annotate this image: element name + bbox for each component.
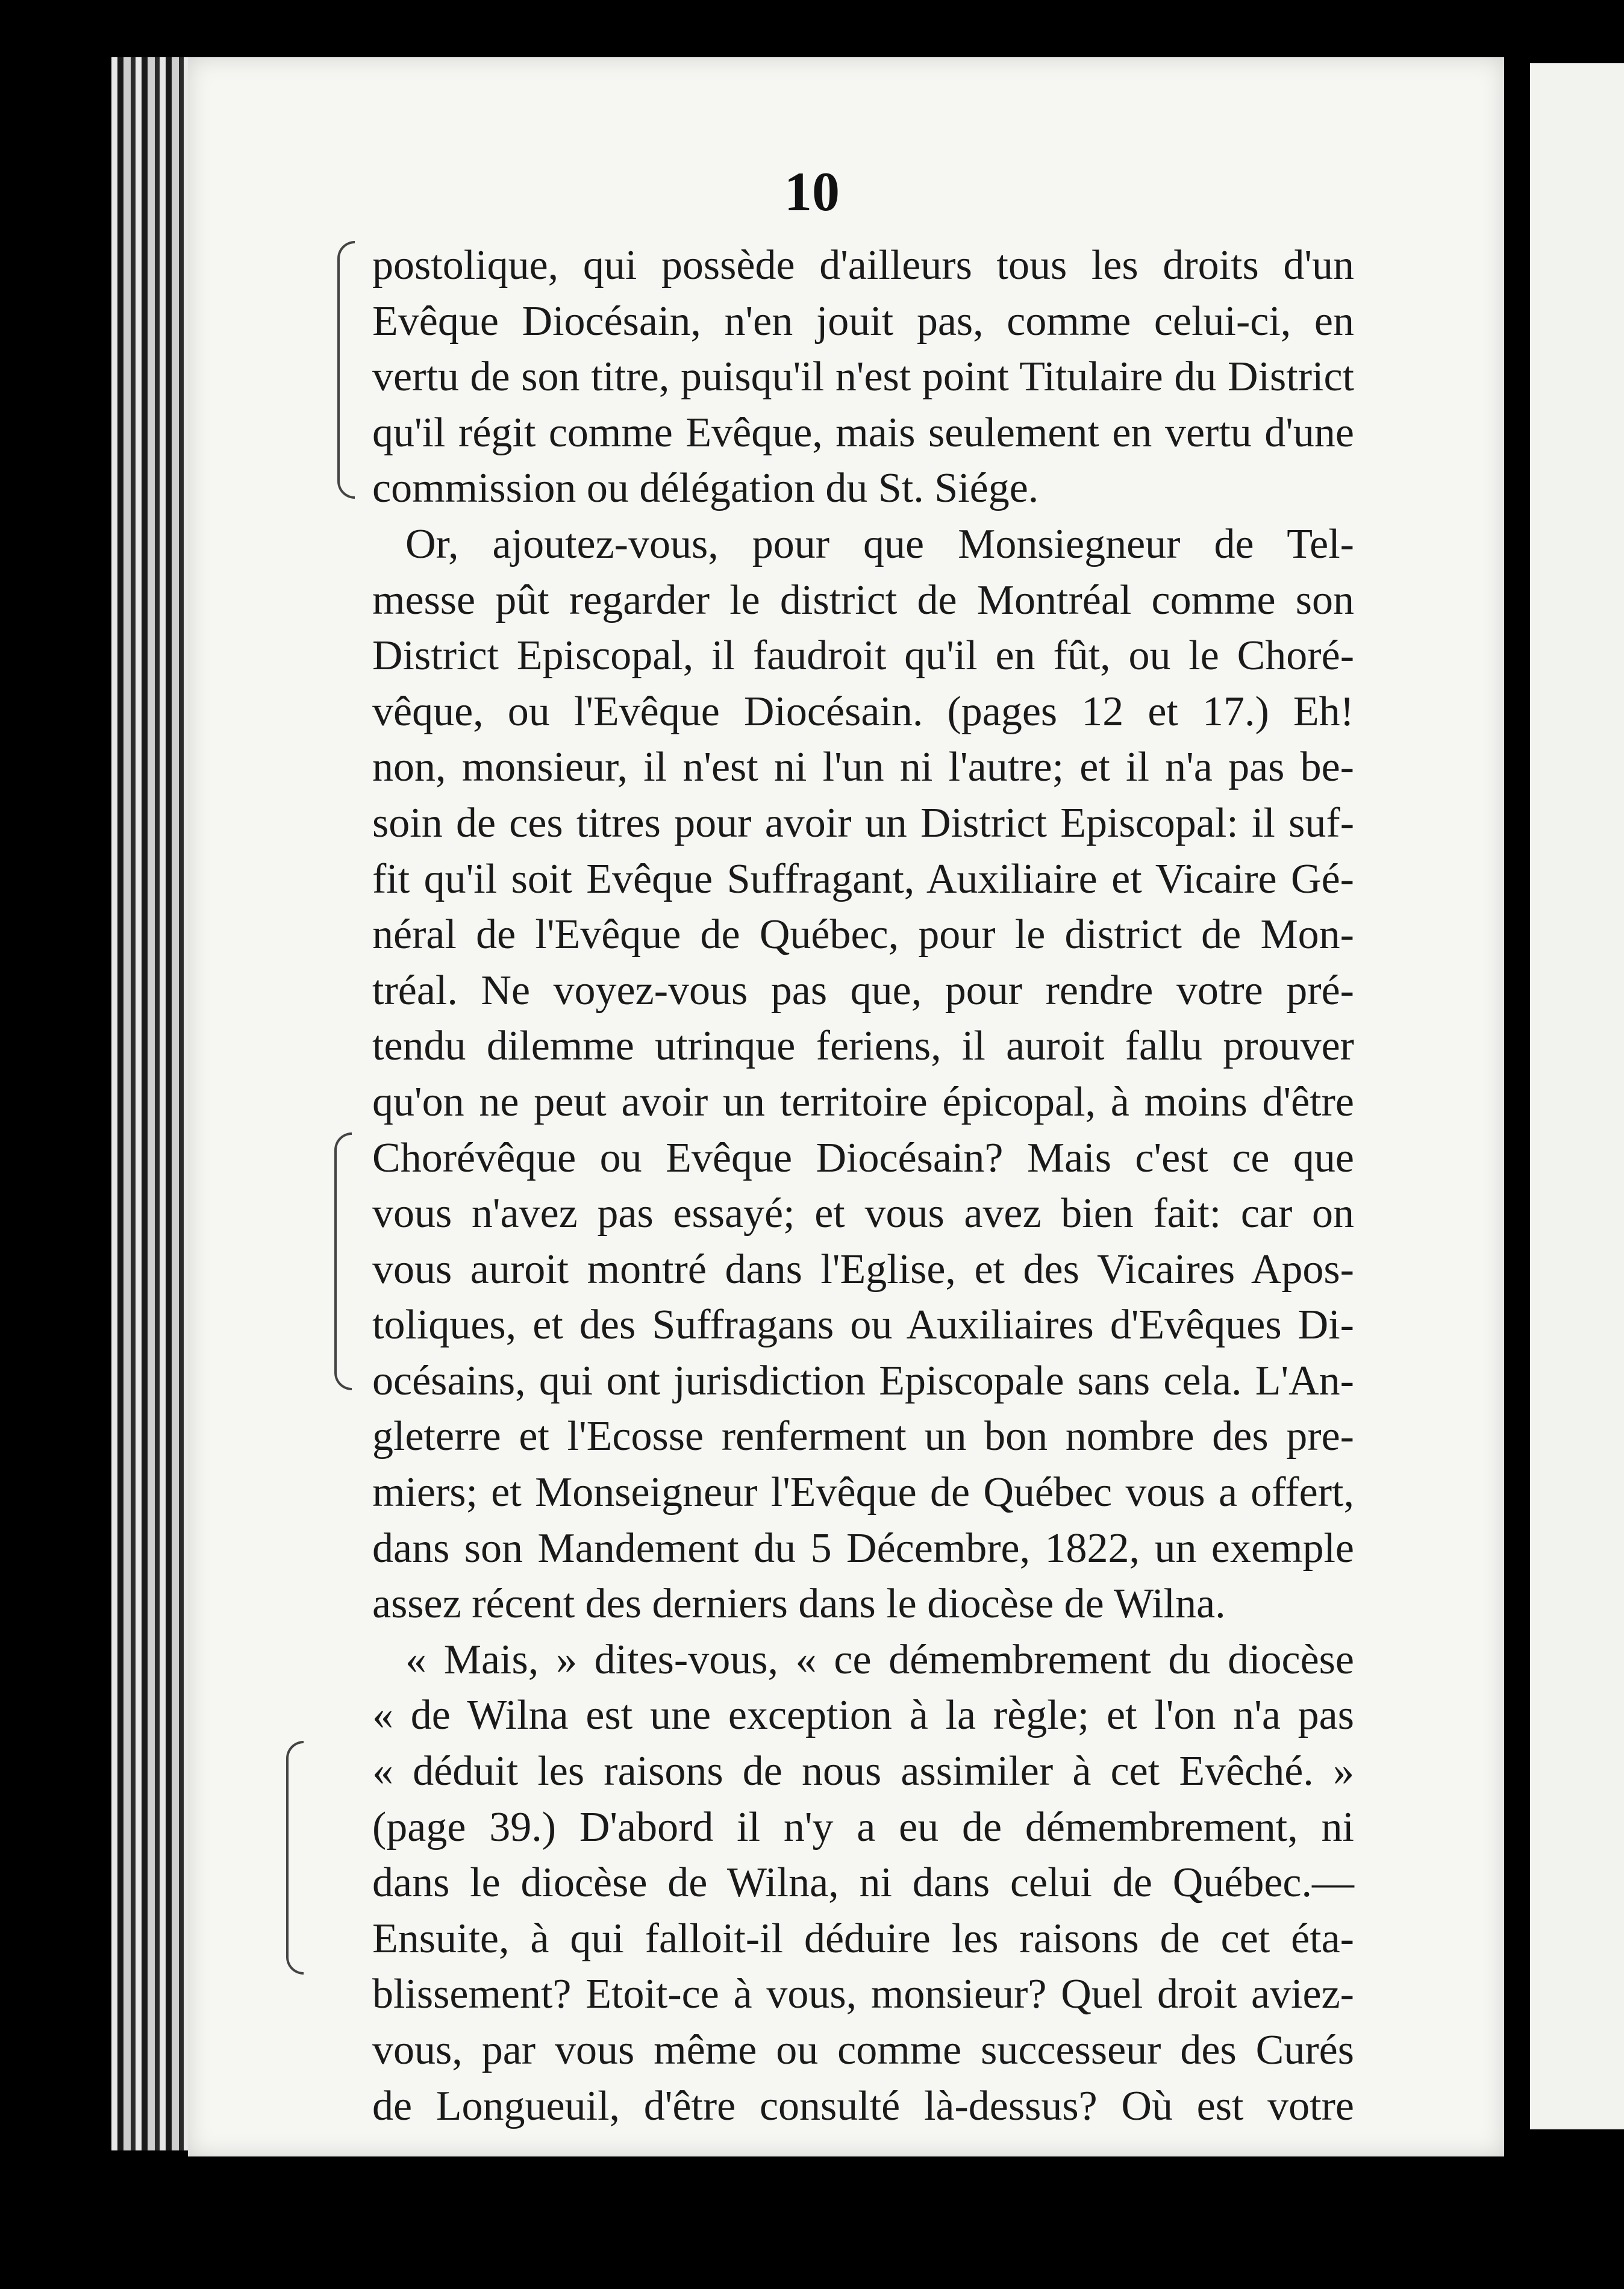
body-text	[372, 238, 1354, 2134]
text-line: dans le diocèse de Wilna, ni dans celui de Québec.—	[372, 1860, 1354, 1906]
text-line: District Episcopal, il faudroit qu'il en fût, ou le Choré-	[372, 632, 1354, 679]
text-line: vous n'avez pas essayé; et vous avez bien fait: car on	[372, 1190, 1354, 1237]
margin-bracket-mark	[337, 241, 355, 499]
text-line: postolique, qui possède d'ailleurs tous les droits d'un	[372, 242, 1354, 289]
text-line: « de Wilna est une exception à la règle; et l'on n'a pas	[372, 1692, 1354, 1739]
text-line: « déduit les raisons de nous assimiler à cet Evêché. »	[372, 1748, 1354, 1795]
margin-bracket-mark	[334, 1132, 352, 1390]
page-number: 10	[784, 161, 840, 222]
text-line: qu'on ne peut avoir un territoire épicopal, à moins d'être	[372, 1078, 1354, 1125]
text-line: Chorévêque ou Evêque Diocésain? Mais c'est ce que	[372, 1134, 1354, 1181]
text-line: de Longueuil, d'être consulté là-dessus? Où est votre	[372, 2082, 1354, 2129]
text-line: néral de l'Evêque de Québec, pour le district de Mon-	[372, 911, 1354, 958]
text-line: « Mais, » dites-vous, « ce démembrement du diocèse	[405, 1636, 1354, 1683]
text-line: dans son Mandement du 5 Décembre, 1822, un exemple	[372, 1525, 1354, 1572]
text-line: soin de ces titres pour avoir un District Episcopal: il suf-	[372, 799, 1354, 846]
text-line: (page 39.) D'abord il n'y a eu de démembrement, ni	[372, 1803, 1354, 1850]
text-line: gleterre et l'Ecosse renferment un bon nombre des pre-	[372, 1413, 1354, 1460]
book-binding	[111, 57, 190, 2150]
text-line: vous, par vous même ou comme successeur des Curés	[372, 2027, 1354, 2073]
adjacent-page-edge	[1530, 63, 1624, 2129]
margin-bracket-mark	[286, 1741, 304, 1975]
text-line: vertu de son titre, puisqu'il n'est point Titulaire du District	[372, 354, 1354, 401]
text-line: messe pût regarder le district de Montréal comme son	[372, 576, 1354, 623]
text-line: miers; et Monseigneur l'Evêque de Québec vous a offert,	[372, 1469, 1354, 1516]
text-line: vous auroit montré dans l'Eglise, et des Vicaires Apos-	[372, 1246, 1354, 1293]
text-line: vêque, ou l'Evêque Diocésain. (pages 12 et 17.) Eh!	[372, 688, 1354, 735]
text-line: commission ou délégation du St. Siége.	[372, 465, 1039, 512]
text-line: toliques, et des Suffragans ou Auxiliaires d'Evêques Di-	[372, 1302, 1354, 1349]
text-line: assez récent des derniers dans le diocèse de Wilna.	[372, 1581, 1226, 1628]
text-line: fit qu'il soit Evêque Suffragant, Auxiliaire et Vicaire Gé-	[372, 855, 1354, 902]
text-line: blissement? Etoit-ce à vous, monsieur? Quel droit aviez-	[372, 1971, 1354, 2018]
text-line: océsains, qui ont jurisdiction Episcopale sans cela. L'An-	[372, 1357, 1354, 1404]
text-line: tendu dilemme utrinque feriens, il auroit fallu prouver	[372, 1023, 1354, 1070]
text-line: Evêque Diocésain, n'en jouit pas, comme celui-ci, en	[372, 298, 1354, 345]
text-line: Ensuite, à qui falloit-il déduire les raisons de cet éta-	[372, 1915, 1354, 1962]
text-line: tréal. Ne voyez-vous pas que, pour rendre votre pré-	[372, 967, 1354, 1014]
text-line: Or, ajoutez-vous, pour que Monsiegneur de Tel-	[405, 520, 1354, 567]
text-line: qu'il régit comme Evêque, mais seulement en vertu d'une	[372, 409, 1354, 456]
text-line: non, monsieur, il n'est ni l'un ni l'autre; et il n'a pas be-	[372, 744, 1354, 791]
